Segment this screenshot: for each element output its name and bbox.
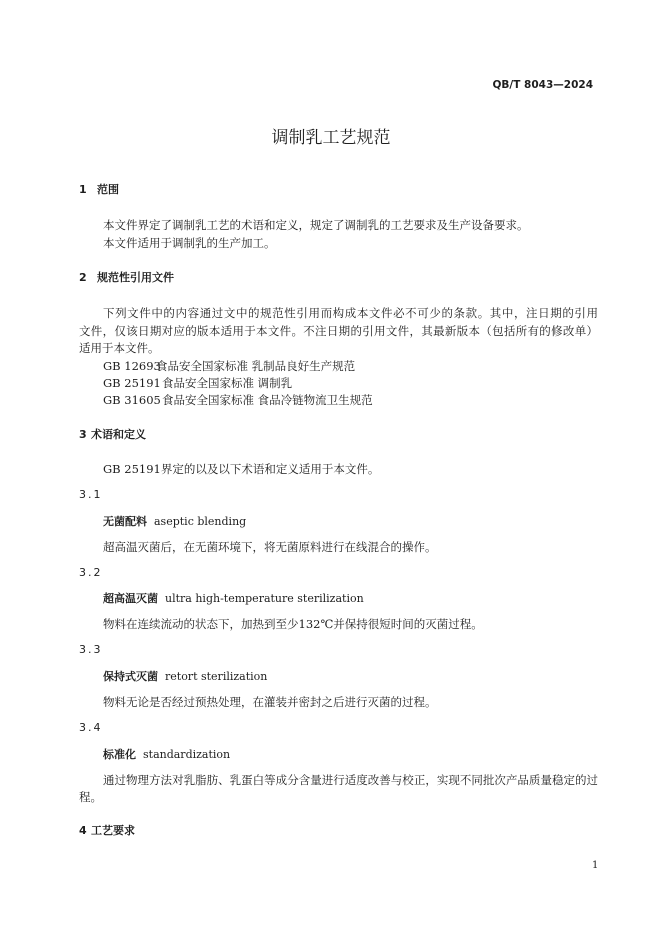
term-number: 3.2 xyxy=(79,566,103,579)
paragraph: GB 25191界定的以及以下术语和定义适用于本文件。 xyxy=(103,462,380,476)
section-4-heading xyxy=(79,822,135,840)
term-definition: 物料在连续流动的状态下，加热到至少132℃并保持很短时间的灭菌过程。 xyxy=(103,617,483,631)
reference-item xyxy=(103,374,292,392)
term-definition: 通过物理方法对乳脂肪、乳蛋白等成分含量进行适度改善与校正，实现不同批次产品质量稳定的过 xyxy=(103,773,598,787)
section-3-heading xyxy=(79,426,146,444)
section-number: 3 xyxy=(79,428,87,441)
term-entry xyxy=(103,745,230,763)
page-number: 1 xyxy=(592,860,599,871)
term-entry xyxy=(103,512,246,530)
section-title: 规范性引用文件 xyxy=(97,271,174,284)
document-title: 调制乳工艺规范 xyxy=(271,128,391,148)
section-2-heading xyxy=(79,269,174,287)
term-entry xyxy=(103,589,364,607)
term-definition: 程。 xyxy=(79,790,102,804)
section-title: 术语和定义 xyxy=(91,428,146,441)
reference-item xyxy=(103,391,373,409)
term-english: standardization xyxy=(143,748,231,761)
section-title: 工艺要求 xyxy=(91,824,135,837)
reference-code: GB 31605 xyxy=(103,393,161,407)
paragraph-line: 适用于本文件。 xyxy=(79,341,160,355)
term-number: 3.1 xyxy=(79,488,103,501)
section-1-heading xyxy=(79,181,119,199)
term-chinese: 超高温灭菌 xyxy=(103,592,158,605)
section-number: 1 xyxy=(79,183,87,196)
term-entry xyxy=(103,667,267,685)
document-code: QB/T 8043—2024 xyxy=(492,79,593,91)
term-chinese: 标准化 xyxy=(103,748,136,761)
reference-code: GB 25191 xyxy=(103,376,161,390)
section-number: 2 xyxy=(79,271,87,284)
reference-title: 食品安全国家标准 调制乳 xyxy=(162,376,293,390)
term-english: aseptic blending xyxy=(154,515,247,528)
term-definition: 超高温灭菌后，在无菌环境下，将无菌原料进行在线混合的操作。 xyxy=(103,540,437,554)
reference-code: GB 12693 xyxy=(103,359,161,373)
reference-title: 食品安全国家标准 食品冷链物流卫生规范 xyxy=(162,393,373,407)
term-definition: 物料无论是否经过预热处理，在灌装并密封之后进行灭菌的过程。 xyxy=(103,695,437,709)
term-number: 3.3 xyxy=(79,643,103,656)
term-number: 3.4 xyxy=(79,721,103,734)
term-chinese: 保持式灭菌 xyxy=(103,670,158,683)
term-chinese: 无菌配料 xyxy=(103,515,147,528)
paragraph-line: 下列文件中的内容通过文中的规范性引用而构成本文件必不可少的条款。其中，注日期的引用 xyxy=(103,306,598,320)
term-english: ultra high-temperature sterilization xyxy=(165,592,364,605)
paragraph: 本文件适用于调制乳的生产加工。 xyxy=(103,236,276,250)
reference-title: 食品安全国家标准 乳制品良好生产规范 xyxy=(156,359,356,373)
reference-item xyxy=(103,357,355,375)
section-title: 范围 xyxy=(97,183,119,196)
term-english: retort sterilization xyxy=(165,670,268,683)
paragraph: 本文件界定了调制乳工艺的术语和定义，规定了调制乳的工艺要求及生产设备要求。 xyxy=(103,218,529,232)
paragraph-line: 文件，仅该日期对应的版本适用于本文件。不注日期的引用文件，其最新版本（包括所有的修改单） xyxy=(79,324,598,338)
section-number: 4 xyxy=(79,824,87,837)
